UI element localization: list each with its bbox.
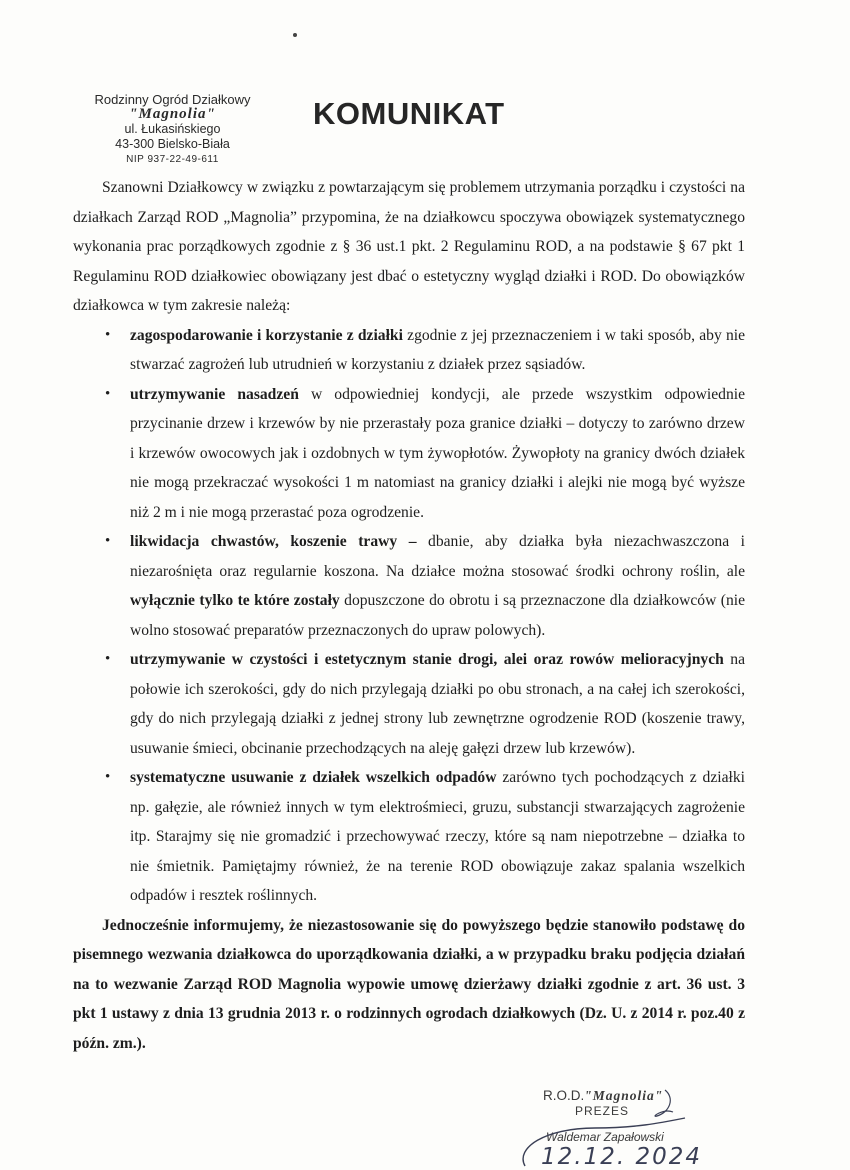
- signature-org-prefix: R.O.D.: [543, 1088, 585, 1103]
- stamp-line-5: NIP 937-22-49-611: [126, 154, 219, 165]
- list-item: [73, 527, 745, 645]
- document-title: KOMUNIKAT: [313, 96, 505, 131]
- stamp-line-1: Rodzinny Ogród Działkowy: [94, 92, 251, 107]
- closing-paragraph: Jednocześnie informujemy, że niezastosowanie się do powyższego będzie stanowiło podstawę do pisemnego wezwania działkowca do uporządkowania działki, a w przypadku braku podjęcia działań na to wezwanie Zarząd ROD Magnolia wypowie umowę dzierżawy działki zgodnie z art. 36 ust. 3 pkt 1 ustawy z dnia 13 grudnia 2013 r. o rodzinnych ogrodach działkowych (Dz. U. z 2014 r. poz.40 z późn. zm.).: [73, 916, 745, 1052]
- list-item: [73, 763, 745, 911]
- signature-role: PREZES: [575, 1104, 630, 1118]
- item-bold-text: utrzymywanie nasadzeń: [130, 385, 299, 403]
- organization-stamp: [60, 92, 285, 167]
- intro-paragraph: Szanowni Działkowcy w związku z powtarzającym się problemem utrzymania porządku i czystości na działkach Zarząd ROD „Magnolia” przypomina, że na działkowcu spoczywa obowiązek systematycznego wykonania prac porządkowych zgodnie z § 36 ust.1 pkt. 2 Regulaminu ROD, a na podstawie § 67 pkt 1 Regulaminu ROD działkowiec obowiązany jest dbać o estetyczny wygląd działki i ROD. Do obowiązków działkowca w tym zakresie należą:: [73, 179, 745, 314]
- item-bold-text: zagospodarowanie i korzystanie z działki: [130, 326, 403, 344]
- item-text: w odpowiedniej kondycji, ale przede wszystkim odpowiednie przycinanie drzew i krzewów by nie przerastały poza granice działki – dotyczy to zarówno drzew i krzewów owocowych jak i ozdobnych w tym żywopłotów. Żywopłoty na granicy dwóch działek nie mogą przekraczać wysokości 1 m natomiast na granicy działki i alejki nie mogą być wyższe niż 2 m i nie mogą przerastać poza ogrodzenie.: [130, 385, 745, 521]
- item-bold-text: utrzymywanie w czystości i estetycznym stanie drogi, alei oraz rowów melioracyjnych: [130, 651, 724, 668]
- duties-list: [73, 321, 745, 911]
- item-bold-text: wyłącznie tylko te które zostały: [130, 592, 340, 609]
- item-bold-text: systematyczne usuwanie z działek wszelkich odpadów: [130, 769, 497, 786]
- list-item: [73, 380, 745, 528]
- item-text: dbanie, aby działka była niezachwaszczona i niezarośnięta oraz regularnie koszona. Na działce można stosować środki ochrony roślin, ale: [130, 533, 745, 580]
- stamp-line-3: ul. Łukasińskiego: [124, 122, 221, 136]
- signature-name: Waldemar Zapałowski: [546, 1130, 664, 1144]
- item-text: na połowie ich szerokości, gdy do nich przylegają działki po obu stronach, a na całej ich szerokości, gdy do nich przylegają działki z jednej strony lub zewnętrzne ogrodzenie ROD (koszenie trawy, usuwanie śmieci, obcinanie przechodzących na aleję gałęzi drzew lub krzewów).: [130, 651, 745, 757]
- item-text: zgodnie z jej przeznaczeniem i w taki sposób, aby nie stwarzać zagrożeń lub utrudnień w korzystaniu z działek przez sąsiadów.: [130, 326, 745, 373]
- document-body: [73, 173, 745, 1058]
- scan-speck: [293, 33, 297, 37]
- list-item: [73, 321, 745, 380]
- item-text: dopuszczone do obrotu i są przeznaczone dla działkowców (nie wolno stosować preparatów przeznaczonych do upraw polowych).: [130, 592, 746, 639]
- item-text: zarówno tych pochodzących z działki np. gałęzie, ale również innych w tym elektrośmieci, gruzu, substancji stwarzających zagrożenie itp. Starajmy się nie gromadzić i przechowywać rzeczy, które są nam niepotrzebne – działka to nie śmietnik. Pamiętajmy również, że na terenie ROD obowiązuje zakaz spalania wszelkich odpadów i resztek roślinnych.: [130, 769, 745, 904]
- handwritten-date: 12.12. 2024: [541, 1144, 702, 1170]
- stamp-line-2: "Magnolia": [129, 106, 216, 122]
- signature-org-name: "Magnolia": [584, 1088, 664, 1103]
- list-item: [73, 645, 745, 763]
- stamp-line-4: 43-300 Bielsko-Biała: [115, 137, 230, 151]
- item-bold-text: likwidacja chwastów, koszenie trawy –: [130, 533, 417, 550]
